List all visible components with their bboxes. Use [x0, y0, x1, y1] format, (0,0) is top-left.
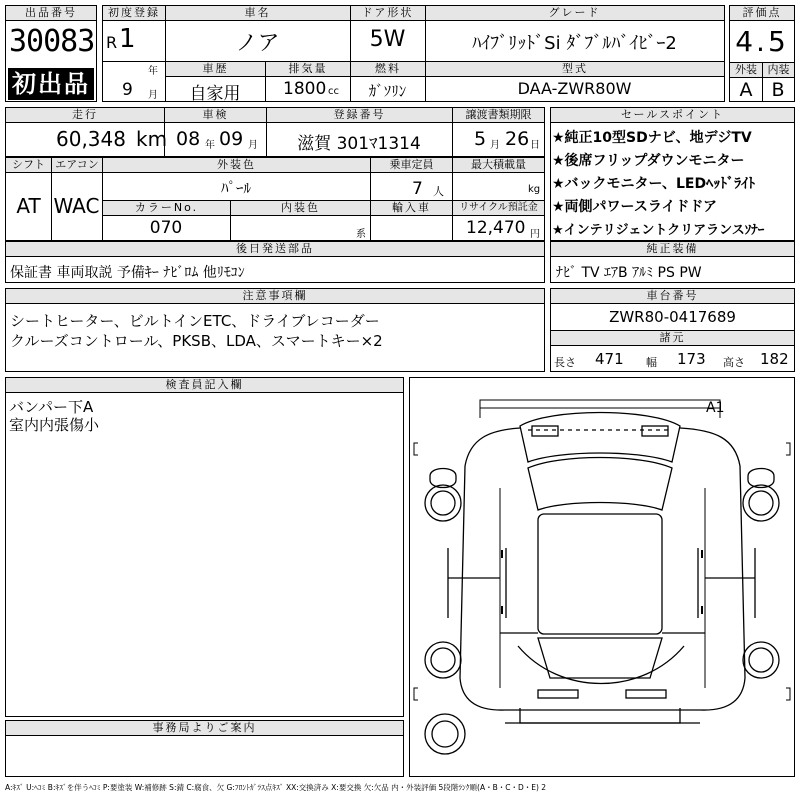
fuel: ｶﾞｿﾘﾝ [368, 82, 407, 100]
length: 471 [595, 350, 624, 368]
ac-label: エアコン [51, 158, 102, 173]
inspection-year: 08 [176, 128, 201, 150]
score-box [729, 5, 795, 102]
lot-number-box [5, 5, 97, 102]
capacity-label: 乗車定員 [370, 158, 452, 173]
import-label: 輸入車 [370, 201, 452, 216]
inspection-month: 09 [219, 128, 244, 150]
intcolor-label: 内装色 [230, 201, 370, 216]
footer-legend: A:ｷｽﾞ U:ﾍｺﾐ B:ｷｽﾞを伴うﾍｺﾐ P:要塗装 W:補修跡 S:錆 C:腐食、欠 G:ﾌﾛﾝﾄｶﾞﾗｽ点ｷｽﾞ XX:交換済み X:要交換 欠:欠品 内・外装評価 5段階ﾗﾝｸ順(A・B・C・D・E) 2 [5, 783, 547, 792]
transfer-day: 26 [505, 128, 530, 150]
office-label: 事務局よりご案内 [6, 721, 403, 736]
sales-point-5: ★インテリジェントクリアランスｿﾅｰ [552, 223, 765, 238]
sales-point-3: ★バックモニター、LEDﾍｯﾄﾞﾗｲﾄ [552, 176, 756, 192]
inspector-line-2: 室内内張傷小 [9, 416, 100, 434]
notes-line-1: シートヒーター、ビルトインETC、ドライブレコーダー [10, 312, 380, 330]
transfer-month-unit: 月 [490, 140, 500, 151]
interior-score: B [771, 79, 785, 101]
grade: ﾊｲﾌﾞﾘｯﾄﾞSi ﾀﾞﾌﾞﾙﾊﾞｲﾋﾞｰ2 [472, 33, 677, 54]
year-unit: 年 [148, 66, 158, 77]
displacement: 1800 [283, 79, 327, 99]
chassis-label: 車台番号 [551, 289, 794, 304]
car-outline-diagram [410, 378, 794, 776]
fuel-label: 燃料 [350, 62, 425, 77]
model: DAA-ZWR80W [517, 79, 632, 98]
transfer-label: 譲渡書類期限 [452, 108, 544, 123]
transfer-day-unit: 日 [530, 140, 540, 151]
notes-line-2: クルーズコントロール、PKSB、LDA、スマートキー×2 [10, 332, 383, 350]
maxload-label: 最大積載量 [452, 158, 544, 173]
model-label: 型式 [425, 62, 724, 77]
sales-point-2: ★後席フリップダウンモニター [552, 153, 745, 169]
height: 182 [760, 350, 789, 368]
damage-mark: A1 [706, 400, 725, 416]
recycle-label: リサイクル預託金 [452, 201, 544, 216]
width-label: 幅 [646, 356, 657, 369]
exterior-color: ﾊﾟｰﾙ [220, 179, 251, 197]
inspection-month-unit: 月 [248, 140, 258, 151]
grade-label: グレード [425, 6, 724, 21]
office-box [5, 720, 404, 777]
parts-box [5, 241, 545, 283]
mileage: 60,348 [56, 127, 126, 151]
parts-value: 保証書 車両取説 予備ｷｰ ﾅﾋﾞﾛﾑ 他ﾘﾓｺﾝ [10, 265, 245, 281]
exterior-label: 外装 [730, 63, 762, 78]
sales-points-box [550, 107, 795, 241]
first-reg-month: 9 [122, 80, 133, 100]
parts-label: 後日発送部品 [6, 242, 544, 257]
door-type: 5W [369, 27, 406, 52]
name-label: 車名 [165, 6, 350, 21]
car-diagram-box [409, 377, 795, 777]
color-label: 外装色 [102, 158, 370, 173]
score-label: 評価点 [730, 6, 794, 21]
equipment-box [550, 241, 795, 283]
shift-label: シフト [6, 158, 51, 173]
sales-point-4: ★両側パワースライドドア [552, 199, 718, 215]
sales-points-label: セールスポイント [551, 108, 794, 123]
era: R [106, 33, 118, 52]
equipment-label: 純正装備 [551, 242, 794, 257]
mileage-unit: km [136, 127, 168, 151]
inspection-year-unit: 年 [205, 140, 215, 151]
first-reg-label: 初度登録 [103, 6, 165, 21]
inspection-label: 車検 [164, 108, 266, 123]
air-conditioner: WAC [53, 194, 100, 218]
transfer-month: 5 [474, 128, 487, 150]
lot-number-label: 出品番号 [6, 6, 96, 21]
displacement-unit: cc [328, 86, 339, 97]
lot-number: 30083 [9, 24, 95, 59]
capacity: 7 [412, 179, 423, 199]
intcolor-unit: 系 [356, 229, 366, 240]
month-unit: 月 [148, 90, 158, 101]
inspector-box [5, 377, 404, 717]
displacement-label: 排気量 [265, 62, 350, 77]
notes-box [5, 288, 545, 372]
interior-label: 内装 [762, 63, 794, 78]
sales-point-1: ★純正10型SDナビ、地デジTV [552, 130, 752, 146]
history-label: 車歴 [165, 62, 265, 77]
chassis-number: ZWR80-0417689 [609, 308, 736, 326]
exterior-score: A [739, 79, 753, 101]
spec-label: 諸元 [551, 330, 794, 346]
colorno-label: カラーNo. [103, 201, 230, 216]
chassis-box [550, 288, 795, 372]
mileage-label: 走行 [6, 108, 164, 123]
notes-label: 注意事項欄 [6, 289, 544, 304]
capacity-unit: 人 [433, 185, 444, 198]
width: 173 [677, 350, 706, 368]
car-name: ノア [235, 31, 280, 56]
first-listing-badge: 初出品 [8, 68, 94, 100]
color-number: 070 [149, 218, 183, 238]
score: 4.5 [735, 25, 789, 58]
length-label: 長さ [554, 356, 576, 369]
recycle-unit: 円 [530, 229, 540, 240]
shift: AT [16, 194, 41, 218]
registration-number: 滋賀 301ﾏ1314 [297, 134, 421, 154]
history: 自家用 [189, 84, 241, 104]
height-label: 高さ [723, 356, 745, 369]
inspector-label: 検査員記入欄 [6, 378, 403, 393]
recycle-fee: 12,470 [466, 218, 526, 238]
inspector-line-1: バンパー下A [9, 398, 94, 416]
door-label: ドア形状 [350, 6, 425, 21]
reg-label: 登録番号 [266, 108, 452, 123]
maxload-unit: kg [528, 184, 541, 195]
first-reg-year: 1 [119, 24, 136, 54]
equipment-value: ﾅﾋﾞ TV ｴｱB ｱﾙﾐ PS PW [556, 265, 702, 281]
